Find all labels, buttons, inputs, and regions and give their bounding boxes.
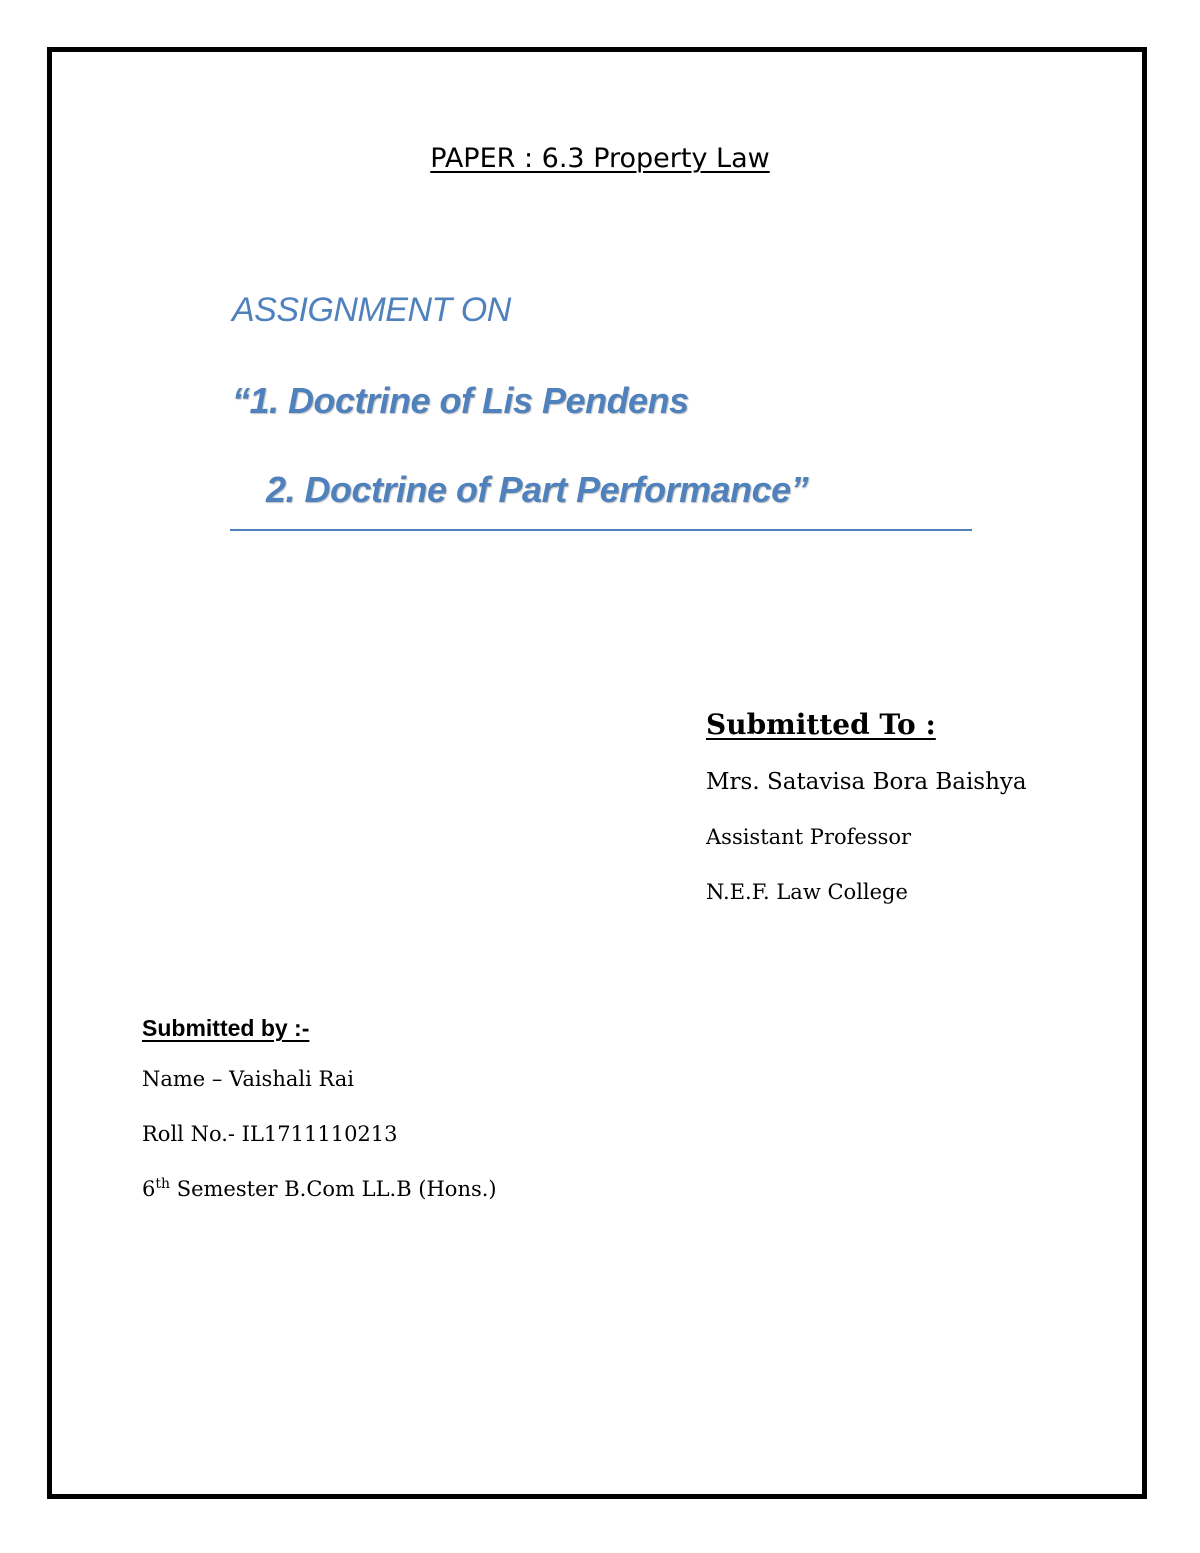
student-name: Name – Vaishali Rai <box>142 1067 355 1091</box>
submitted-to-institution: N.E.F. Law College <box>706 880 908 904</box>
assignment-topic-1: “1. Doctrine of Lis Pendens <box>232 380 689 421</box>
paper-title: PAPER : 6.3 Property Law <box>430 143 770 174</box>
submitted-to-block <box>706 708 1027 932</box>
semester-line <box>142 1174 497 1204</box>
semester-suffix: th <box>155 1176 171 1192</box>
submitted-by-block <box>142 1015 497 1229</box>
assignment-topic-2: 2. Doctrine of Part Performance” <box>266 469 809 510</box>
semester-number: 6 <box>142 1177 156 1201</box>
assignment-heading: ASSIGNMENT ON <box>232 291 511 329</box>
topic-underline-rule <box>230 529 972 531</box>
semester-rest: Semester B.Com LL.B (Hons.) <box>170 1177 497 1201</box>
submitted-to-heading: Submitted To : <box>706 708 936 741</box>
submitted-by-heading: Submitted by :- <box>142 1015 310 1041</box>
submitted-to-name: Mrs. Satavisa Bora Baishya <box>706 769 1027 795</box>
submitted-to-designation: Assistant Professor <box>706 825 912 849</box>
roll-number: Roll No.- IL1711110213 <box>142 1122 398 1146</box>
